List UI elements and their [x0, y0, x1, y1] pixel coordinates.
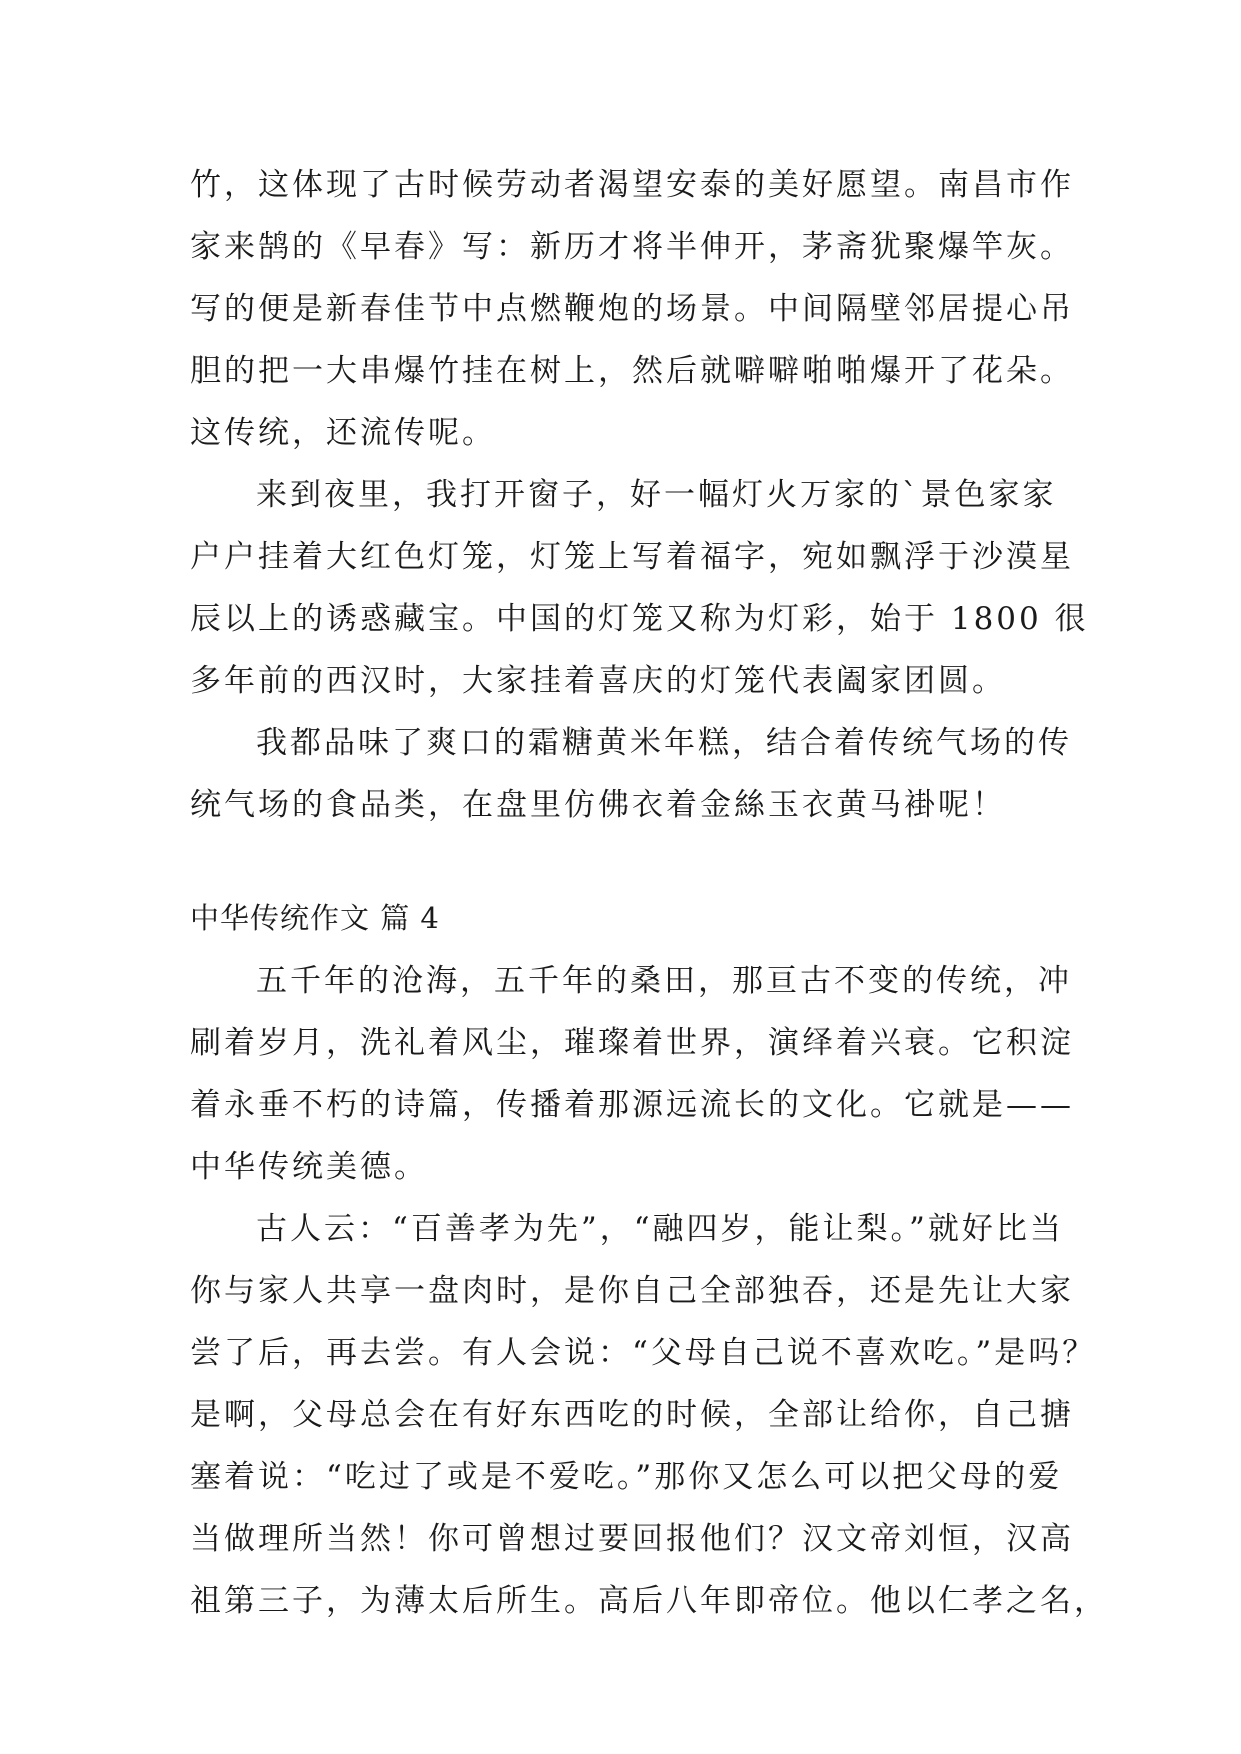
essay3-paragraph-b-line-4: 多年前的西汉时，大家挂着喜庆的灯笼代表阖家团圆。 — [190, 663, 1006, 699]
essay4-paragraph-a-line-2: 刷着岁月，洗礼着风尘，璀璨着世界，演绎着兴衰。它积淀 — [190, 1025, 1074, 1061]
essay3-paragraph-a-line-3: 写的便是新春佳节中点燃鞭炮的场景。中间隔壁邻居提心吊 — [190, 291, 1074, 327]
essay3-paragraph-c-line-1: 我都品味了爽口的霜糖黄米年糕，结合着传统气场的传 — [256, 725, 1072, 761]
essay4-paragraph-b-line-2: 你与家人共享一盘肉时，是你自己全部独吞，还是先让大家 — [190, 1273, 1074, 1309]
essay3-paragraph-b-line-3: 辰以上的诱惑藏宝。中国的灯笼又称为灯彩，始于 1800 很 — [190, 601, 1089, 637]
essay4-paragraph-b-line-3: 尝了后，再去尝。有人会说：“父母自己说不喜欢吃。”是吗？ — [190, 1335, 1097, 1371]
essay3-paragraph-c-line-2: 统气场的食品类，在盘里仿佛衣着金絲玉衣黄马褂呢！ — [190, 787, 1006, 823]
essay4-paragraph-a-line-1: 五千年的沧海，五千年的桑田，那亘古不变的传统，冲 — [256, 963, 1072, 999]
essay3-paragraph-b-line-2: 户户挂着大红色灯笼，灯笼上写着福字，宛如飘浮于沙漠星 — [190, 539, 1074, 575]
essay4-heading: 中华传统作文 篇 4 — [190, 901, 440, 935]
essay4-paragraph-a-line-3: 着永垂不朽的诗篇，传播着那源远流长的文化。它就是—— — [190, 1087, 1074, 1123]
essay4-paragraph-a-line-4: 中华传统美德。 — [190, 1149, 428, 1185]
essay4-paragraph-b-line-4: 是啊，父母总会在有好东西吃的时候，全部让给你，自己搪 — [190, 1397, 1074, 1433]
essay3-paragraph-a-line-2: 家来鹄的《早春》写：新历才将半伸开，茅斋犹聚爆竿灰。 — [190, 229, 1074, 265]
essay4-paragraph-b-line-7: 祖第三子，为薄太后所生。高后八年即帝位。他以仁孝之名， — [190, 1583, 1108, 1619]
essay4-paragraph-b-line-6: 当做理所当然！你可曾想过要回报他们？汉文帝刘恒，汉高 — [190, 1521, 1074, 1557]
essay3-paragraph-a-line-1: 竹，这体现了古时候劳动者渴望安泰的美好愿望。南昌市作 — [190, 167, 1074, 203]
essay4-paragraph-b-line-5: 塞着说：“吃过了或是不爱吃。”那你又怎么可以把父母的爱 — [190, 1459, 1063, 1495]
essay3-paragraph-a-line-4: 胆的把一大串爆竹挂在树上，然后就噼噼啪啪爆开了花朵。 — [190, 353, 1074, 389]
essay4-paragraph-b-line-1: 古人云：“百善孝为先”，“融四岁，能让梨。”就好比当 — [256, 1211, 1064, 1247]
essay3-paragraph-a-line-5: 这传统，还流传呢。 — [190, 415, 496, 451]
essay3-paragraph-b-line-1: 来到夜里，我打开窗子，好一幅灯火万家的`景色家家 — [256, 477, 1057, 513]
